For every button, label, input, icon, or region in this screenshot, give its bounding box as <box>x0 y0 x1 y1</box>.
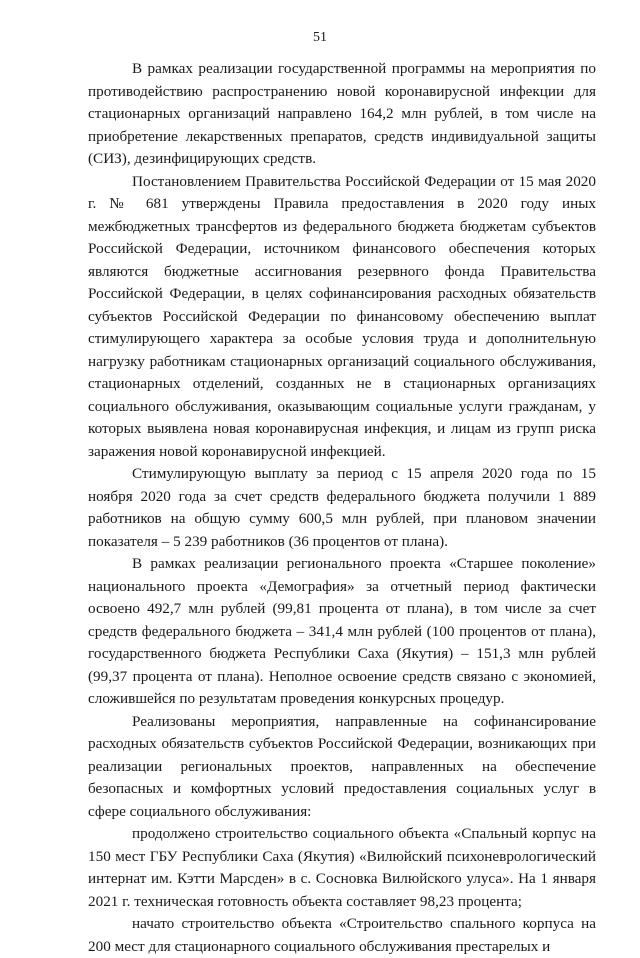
paragraph-new-construction: начато строительство объекта «Строительство спального корпуса на 200 мест для стационарного социального обслуживания престарелых и <box>88 915 596 955</box>
paragraph-government-decree: Постановлением Правительства Российской Федерации от 15 мая 2020 г. № 681 утверждены Правила предоставления в 2020 году иных межбюджетных трансфертов из федерального бюджета бюджетам субъектов Российской Федерации, источником финансового обеспечения которых являются бюджетные ассигнования резервного фонда Правительства Российской Федерации, в целях софинансирования расходных обязательств субъектов Российской Федерации по финансовому обеспечению выплат стимулирующего характера за особые условия труда и дополнительную нагрузку работникам стационарных организаций социального обслуживания, стационарных отделений, созданных не в стационарных организациях социального обслуживания, оказывающим социальные услуги гражданам, у которых выявлена новая коронавирусная инфекция, и лицам из групп риска заражения новой коронавирусной инфекцией. <box>88 172 596 460</box>
document-body <box>88 58 596 958</box>
paragraph-cofinancing-measures: Реализованы мероприятия, направленные на софинансирование расходных обязательств субъектов Российской Федерации, возникающих при реализации региональных проектов, направленных на обеспечение безопасных и комфортных условий предоставления социальных услуг в сфере социального обслуживания: <box>88 712 596 820</box>
paragraph-vilyuysk-construction: продолжено строительство социального объекта «Спальный корпус на 150 мест ГБУ Республики Саха (Якутия) «Вилюйский психоневрологический интернат им. Кэтти Марсден» в с. Сосновка Вилюйского улуса». На 1 января 2021 г. техническая готовность объекта составляет 98,23 процента; <box>88 825 596 910</box>
paragraph-older-generation-project: В рамках реализации регионального проекта «Старшее поколение» национального проекта «Демография» за отчетный период фактически освоено 492,7 млн рублей (99,81 процента от плана), в том числе за счет средств федерального бюджета – 341,4 млн рублей (100 процентов от плана), государственного бюджета Республики Саха (Якутия) – 151,3 млн рублей (99,37 процента от плана). Неполное освоение средств связано с экономией, сложившейся по результатам проведения конкурсных процедур. <box>88 555 596 707</box>
paragraph-incentive-payment: Стимулирующую выплату за период с 15 апреля 2020 года по 15 ноября 2020 года за счет средств федерального бюджета получили 1 889 работников на общую сумму 600,5 млн рублей, при плановом значении показателя – 5 239 работников (36 процентов от плана). <box>88 465 596 550</box>
page-number: 51 <box>313 30 327 45</box>
paragraph-covid-funding: В рамках реализации государственной программы на мероприятия по противодействию распространению новой коронавирусной инфекции для стационарных организаций направлено 164,2 млн рублей, в том числе на приобретение лекарственных препаратов, средств индивидуальной защиты (СИЗ), дезинфицирующих средств. <box>88 60 596 167</box>
